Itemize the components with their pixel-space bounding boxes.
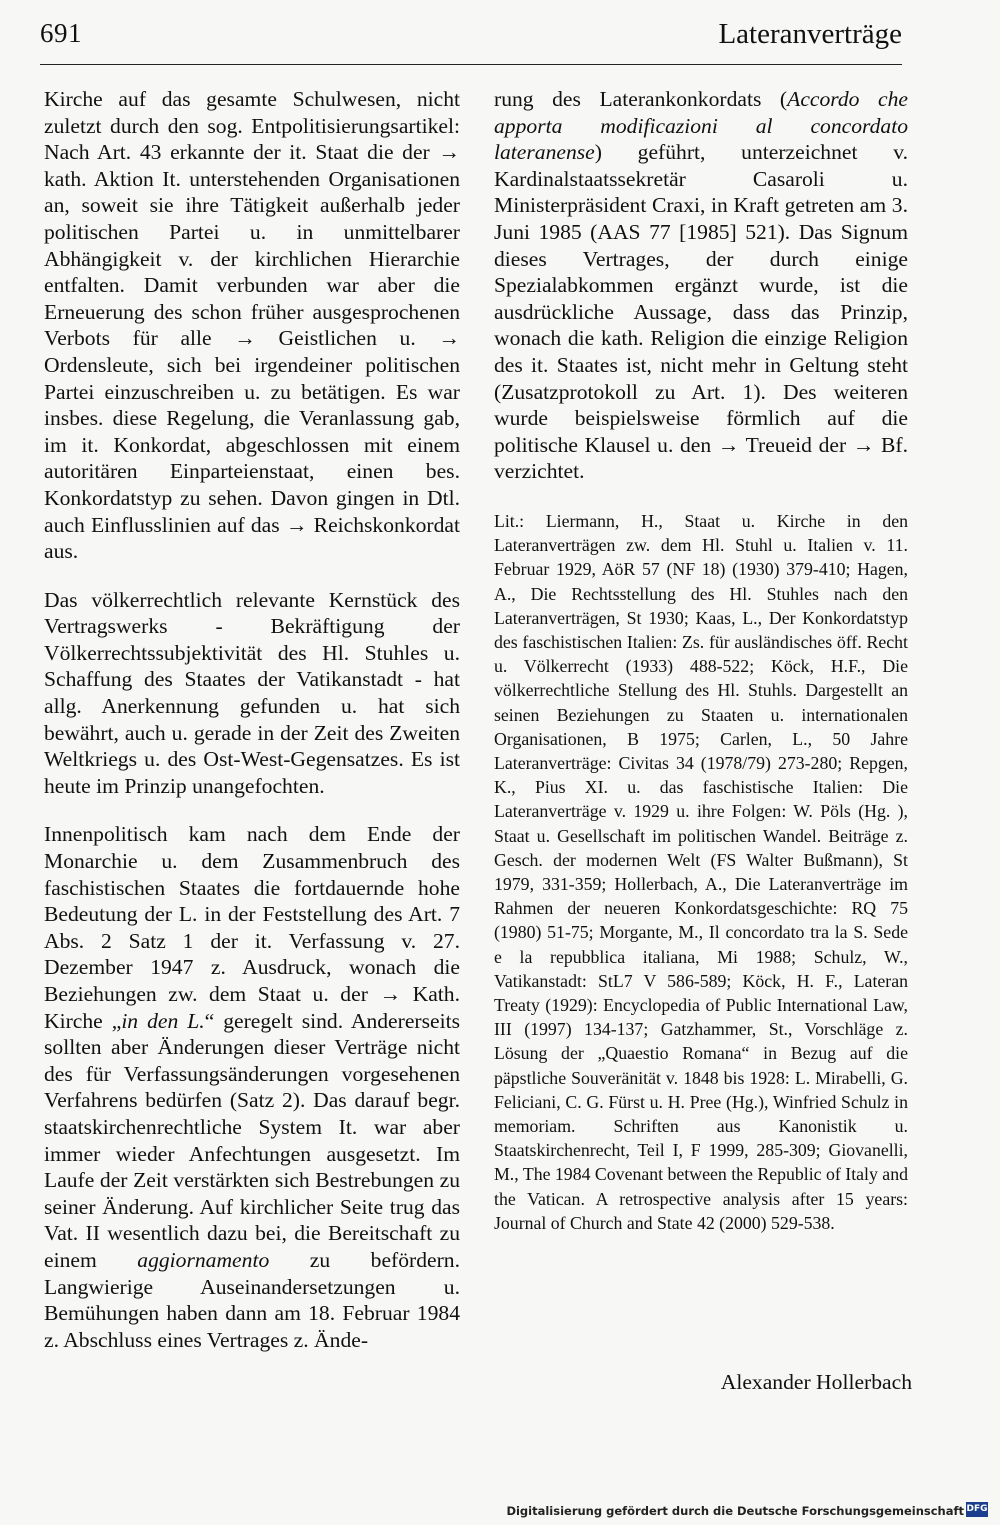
paragraph-international-law: Das völkerrechtlich relevante Kernstück des Vertragswerks - Bekräftigung der Völkerrechtssubjektivität des Hl. Stuhles u. Schaffung des Staates der Vatikanstadt - hat allg. Anerkennung gefunden u. hat sich bewährt, auch u. gerade in der Zeit des Zweiten Weltkriegs u. des Ost-West-Gegensatzes. Es ist heute im Prinzip unangefochten. — [44, 587, 460, 798]
header-rule — [40, 64, 902, 65]
running-title: Lateranverträge — [718, 18, 902, 50]
left-column — [44, 86, 460, 1353]
dfg-logo-icon: DFG — [966, 1502, 988, 1517]
paragraph-domestic-politics: Innenpolitisch kam nach dem Ende der Monarchie u. dem Zusammenbruch des faschistischen Staates die fortdauernde hohe Bedeutung der L. in der Feststellung des Art. 7 Abs. 2 Satz 1 der it. Verfassung v. 27. Dezember 1947 z. Ausdruck, wonach die Beziehungen zw. dem Staat u. der → Kath. Kirche „in den L.“ geregelt sind. Andererseits sollten aber Änderungen dieser Verträge nicht des für Verfassungsänderungen vorgesehenen Verfahrens bedürfen (Satz 2). Das darauf begr. staatskirchenrechtliche System It. war aber immer wieder Anfechtungen ausgesetzt. Im Laufe der Zeit verstärkten sich Bestrebungen zu seiner Änderung. Auf kirchlicher Seite trug das Vat. II wesentlich dazu bei, die Bereitschaft zu einem aggiornamento zu befördern. Langwierige Auseinandersetzungen u. Bemühungen haben dann am 18. Februar 1984 z. Abschluss eines Vertrages z. Ände- — [44, 822, 460, 1352]
paragraph-concordat-revision: rung des Laterankonkordats (Accordo che apporta modificazioni al concordato lateranense) geführt, unterzeichnet v. Kardinalstaatssekretär Casaroli u. Ministerpräsident Craxi, in Kraft getreten am 3. Juni 1985 (AAS 77 [1985] 521). Das Signum dieses Vertrages, der durch einige Spezialabkommen ergänzt wurde, ist die ausdrückliche Aussage, dass das Prinzip, wonach die kath. Religion die einzige Religion des it. Staates ist, nicht mehr in Geltung steht (Zusatzprotokoll zu Art. 1). Des weiteren wurde beispielsweise förmlich auf die politische Klausel u. den → Treueid der → Bf. verzichtet. — [494, 87, 908, 484]
paragraph-school-system: Kirche auf das gesamte Schulwesen, nicht zuletzt durch den sog. Entpolitisierungsartikel: Nach Art. 43 erkannte der it. Staat die der → kath. Aktion It. unterstehenden Organisationen an, soweit sie ihre Tätigkeit außerhalb jeder politischen Partei u. in unmittelbarer Abhängigkeit v. der kirchlichen Hierarchie entfalten. Damit verbunden war aber die Erneuerung des schon früher ausgesprochenen Verbots für alle → Geistlichen u. → Ordensleute, sich bei irgendeiner politischen Partei einzuschreiben u. zu betätigen. Es war insbes. diese Regelung, die Veranlassung gab, im it. Konkordat, abgeschlossen mit einem autoritären Einparteienstaat, einen bes. Konkordatstyp zu sehen. Davon gingen in Dtl. auch Einflusslinien auf das → Reichskonkordat aus. — [44, 87, 460, 564]
page-number: 691 — [40, 18, 82, 48]
digitization-credit: Digitalisierung gefördert durch die Deutsche Forschungsgemeinschaft — [506, 1504, 964, 1518]
author-signature: Alexander Hollerbach — [720, 1370, 912, 1394]
right-column — [494, 86, 908, 1235]
literature-list: Lit.: Liermann, H., Staat u. Kirche in den Lateranverträgen zw. dem Hl. Stuhl u. Italien v. 11. Februar 1929, AöR 57 (NF 18) (1930) 379-410; Hagen, A., Die Rechtsstellung des Hl. Stuhles nach den Lateranverträgen, St 1930; Kaas, L., Der Konkordatstyp des faschistischen Italien: Zs. für ausländisches öff. Recht u. Völkerrecht (1933) 488-522; Köck, H.F., Die völkerrechtliche Stellung des Hl. Stuhls. Dargestellt an seinen Beziehungen zu Staaten u. internationalen Organisationen, B 1975; Carlen, L., 50 Jahre Lateranverträge: Civitas 34 (1978/79) 273-280; Repgen, K., Pius XI. u. das faschistische Italien: Die Lateranverträge v. 1929 u. ihre Folgen: W. Pöls (Hg. ), Staat u. Gesellschaft im politischen Wandel. Beiträge z. Gesch. der modernen Welt (FS Walter Bußmann), St 1979, 331-359; Hollerbach, A., Die Lateranverträge im Rahmen der neueren Konkordatsgeschichte: RQ 75 (1980) 51-75; Morgante, M., Il concordato tra la S. Sede e la repubblica italiana, Mi 1988; Schulz, W., Vatikanstadt: StL7 V 586-589; Köck, H. F., Lateran Treaty (1929): Encyclopedia of Public International Law, III (1997) 134-137; Gatzhammer, St., Vorschläge z. Lösung der „Quaestio Romana“ in Bezug auf die päpstliche Souveränität v. 1848 bis 1928: L. Mirabelli, G. Feliciani, C. G. Fürst u. H. Pree (Hg.), Winfried Schulz in memoriam. Schriften aus Kanonistik u. Staatskirchenrecht, Teil I, F 1999, 285-309; Giovanelli, M., The 1984 Covenant between the Republic of Italy and the Vatican. A retrospective analysis after 15 years: Journal of Church and State 42 (2000) 529-538. — [494, 510, 908, 1233]
